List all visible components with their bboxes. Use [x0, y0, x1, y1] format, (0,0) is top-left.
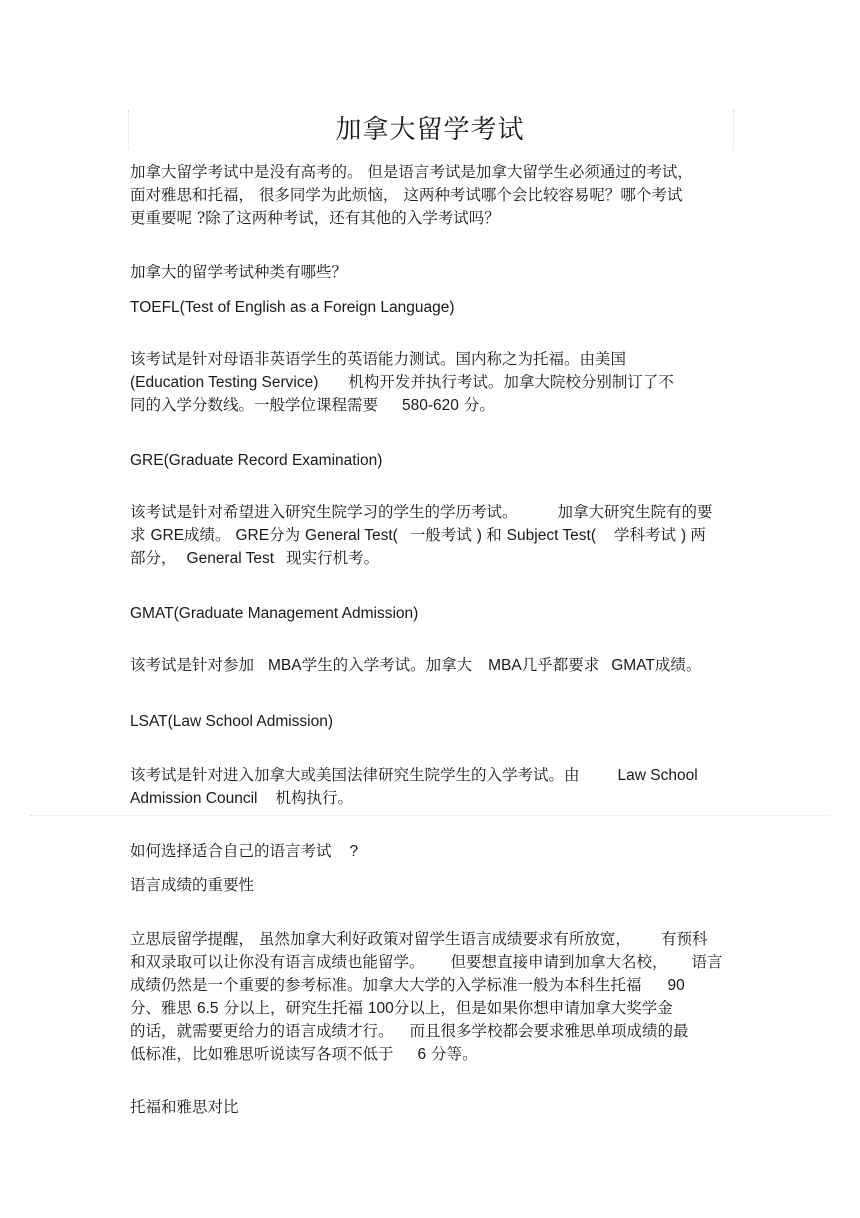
section-divider	[30, 815, 830, 816]
gre-paragraph	[130, 501, 730, 570]
gre-line-1	[130, 501, 730, 524]
lsat-law-school: Law School	[617, 767, 698, 784]
para-1a: 立思辰留学提醒， 虽然加拿大利好政策对留学生语言成绩要求有所放宽，	[130, 930, 631, 948]
gre-subject-cn: 学科考试	[614, 526, 677, 544]
gre-term-1: GRE	[150, 527, 185, 544]
para-4e: 分以上，但是如果你想申请加拿大奖学金	[393, 999, 673, 1017]
gre-and: ) 和	[476, 527, 502, 544]
toefl-ets: (Education Testing Service)	[130, 374, 319, 391]
para-4a: 分、雅思	[130, 999, 193, 1017]
para-6a: 低标准，比如雅思听说读写各项不低于	[130, 1045, 394, 1063]
toefl-line-2-text: 机构开发并执行考试。加拿大院校分别制订了不	[348, 373, 674, 391]
gre-line-3	[130, 547, 730, 570]
gre-line-2	[130, 524, 730, 547]
para-line-5	[130, 1020, 732, 1043]
para-toefl-100: 100	[367, 1000, 394, 1017]
para-line-1	[130, 928, 732, 951]
para-2a: 和双录取可以让你没有语言成绩也能留学。	[130, 953, 425, 971]
gre-subject-test: Subject Test(	[506, 527, 596, 544]
para-line-2	[130, 951, 732, 974]
importance-paragraph	[130, 928, 732, 1066]
gre-line-1-text: 该考试是针对希望进入研究生院学习的学生的学历考试。	[130, 503, 518, 521]
gmat-text-c: 学生的入学考试。加拿大	[301, 656, 473, 674]
intro-line-3: 更重要呢 ?除了这两种考试，还有其他的入学考试吗？	[130, 209, 500, 227]
lsat-heading: LSAT(Law School Admission)	[130, 713, 334, 730]
toefl-score-range: 580-620	[402, 397, 459, 414]
gre-general-test: General Test(	[305, 527, 398, 544]
lsat-line-1	[130, 764, 730, 787]
toefl-paragraph	[130, 348, 730, 417]
compare-heading: 托福和雅思对比	[130, 1098, 239, 1116]
toefl-score-unit: 分。	[463, 396, 495, 414]
lsat-exec-text: 机构执行。	[275, 789, 354, 807]
para-ielts-6: 6	[417, 1046, 427, 1063]
lsat-line-2	[130, 787, 730, 810]
gre-score-text: 成绩。	[184, 526, 231, 544]
gre-line-1-text-b: 加拿大研究生院有的要	[557, 503, 713, 521]
toefl-heading: TOEFL(Test of English as a Foreign Language)	[130, 299, 455, 316]
para-2c: 语言	[691, 953, 723, 971]
toefl-line-3	[130, 394, 730, 417]
intro-line-2: 面对雅思和托福， 很多同学为此烦恼， 这两种考试哪个会比较容易呢？哪个考试	[130, 186, 683, 204]
para-2b: 但要想直接申请到加拿大名校，	[450, 953, 668, 971]
para-4c: 分以上，研究生托福	[223, 999, 363, 1017]
page-title: 加拿大留学考试	[335, 115, 525, 145]
para-6c: 分等。	[431, 1045, 478, 1063]
gre-split-text: 分为	[269, 526, 301, 544]
toefl-line-2	[130, 371, 730, 394]
lsat-paragraph	[130, 764, 730, 810]
toefl-line-1: 该考试是针对母语非英语学生的英语能力测试。国内称之为托福。由美国	[130, 350, 627, 368]
para-line-4	[130, 997, 732, 1020]
importance-heading: 语言成绩的重要性	[130, 876, 255, 894]
gmat-text-a: 该考试是针对参加	[130, 656, 255, 674]
para-3a: 成绩仍然是一个重要的参考标准。加拿大大学的入学标准一般为本科生托福	[130, 976, 642, 994]
lsat-council: Admission Council	[130, 790, 258, 807]
lsat-text-a: 该考试是针对进入加拿大或美国法律研究生院学生的入学考试。由	[130, 766, 580, 784]
gmat-score-text: 成绩。	[654, 656, 702, 674]
para-5b: 而且很多学校都会要求雅思单项成绩的最	[409, 1022, 689, 1040]
intro-paragraph	[130, 161, 730, 230]
question-exam-types: 加拿大的留学考试种类有哪些？	[130, 263, 348, 281]
gmat-term: GMAT	[611, 657, 655, 674]
para-toefl-90: 90	[667, 977, 685, 994]
para-5a: 的话，就需要更给力的语言成绩才行。	[130, 1022, 394, 1040]
intro-line-1: 加拿大留学考试中是没有高考的。 但是语言考试是加拿大留学生必须通过的考试，	[130, 163, 693, 181]
gre-general-test-2: General Test	[186, 550, 275, 567]
gmat-paragraph	[130, 654, 730, 677]
para-line-6	[130, 1043, 732, 1066]
gre-heading: GRE(Graduate Record Examination)	[130, 452, 383, 469]
gmat-line-1	[130, 654, 730, 677]
gmat-mba-2: MBA	[488, 657, 522, 674]
question-choose-exam	[130, 840, 730, 863]
gre-two: ) 两	[680, 527, 706, 544]
question-choose-text: 如何选择适合自己的语言考试	[130, 842, 332, 860]
gre-term-2: GRE	[235, 527, 270, 544]
gmat-heading: GMAT(Graduate Management Admission)	[130, 605, 419, 622]
para-line-3	[130, 974, 732, 997]
gmat-text-e: 几乎都要求	[521, 656, 600, 674]
question-choose-mark: ?	[349, 843, 359, 860]
gmat-mba-1: MBA	[268, 657, 302, 674]
gre-computer-test: 现实行机考。	[286, 549, 380, 567]
gre-general-cn: 一般考试	[409, 526, 472, 544]
para-1b: 有预科	[660, 930, 708, 948]
toefl-line-3-text: 同的入学分数线。一般学位课程需要	[130, 396, 379, 414]
para-ielts-65: 6.5	[196, 1000, 219, 1017]
gre-parts: 部分，	[130, 549, 177, 567]
gre-req: 求	[130, 526, 146, 544]
